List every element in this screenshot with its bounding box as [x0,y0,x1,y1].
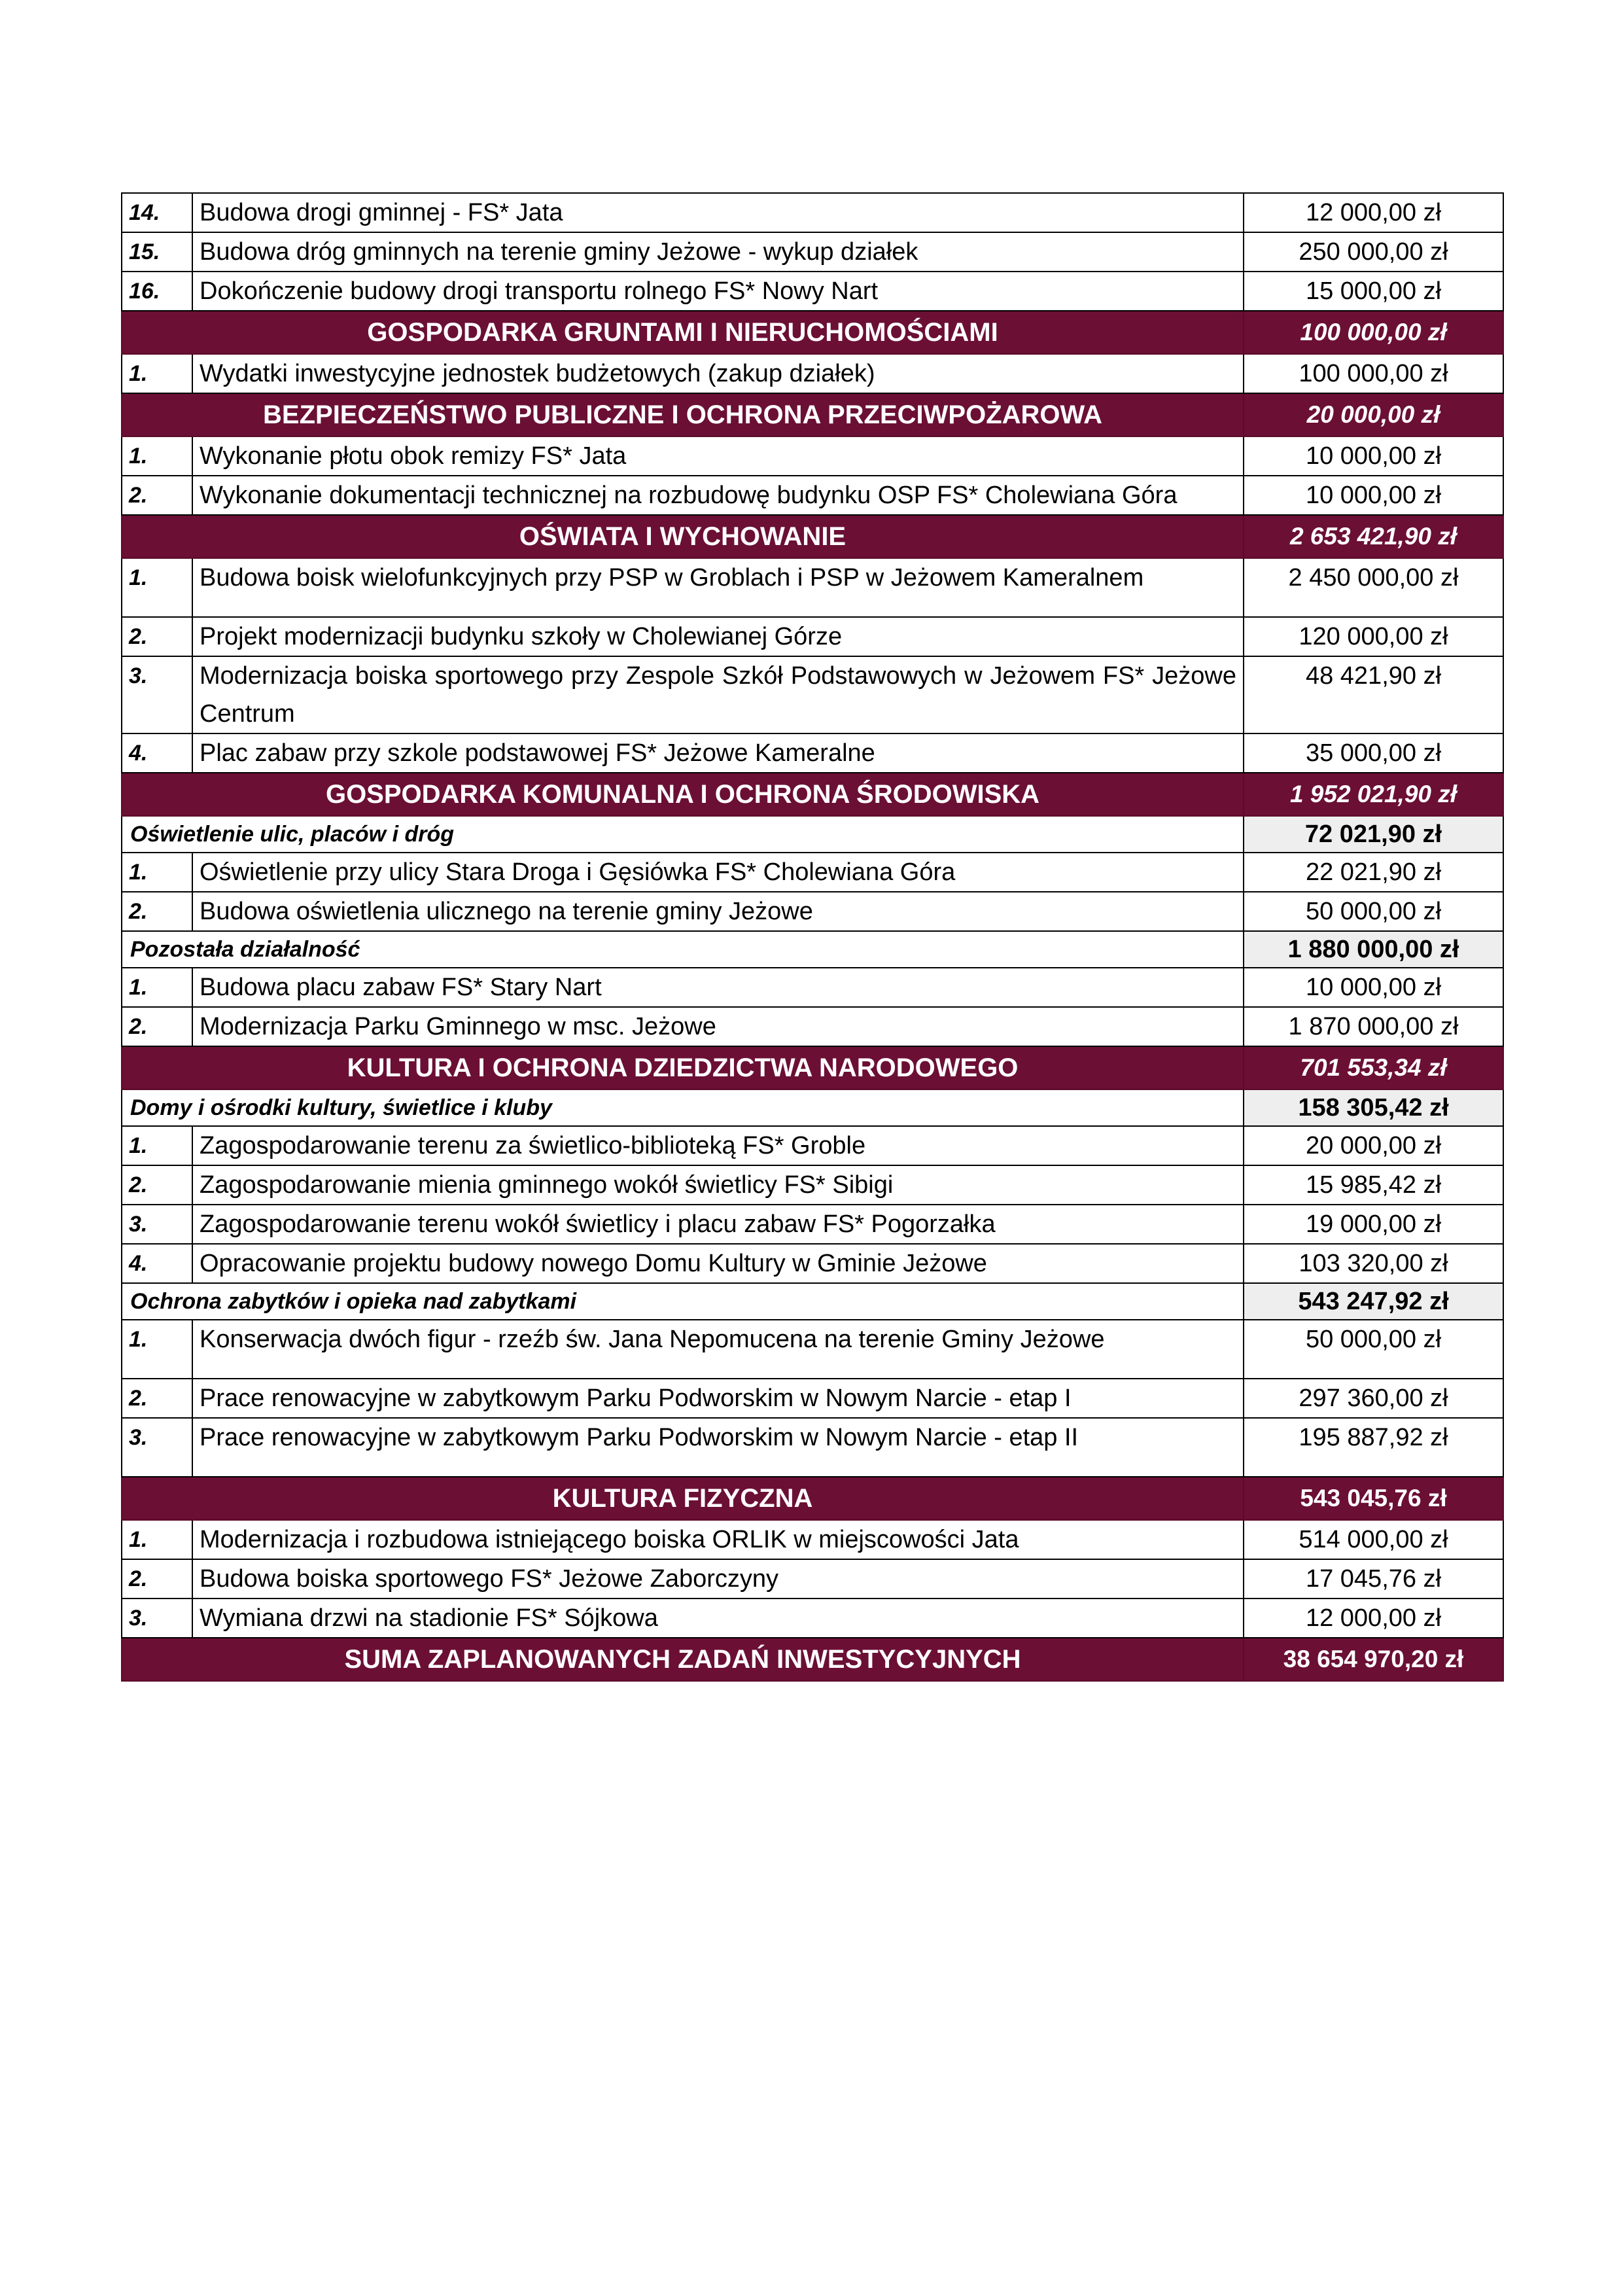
item-amount: 514 000,00 zł [1244,1520,1503,1559]
section-total-amount: 1 952 021,90 zł [1244,773,1503,816]
item-number: 1. [122,436,192,476]
subsection-title: Oświetlenie ulic, placów i dróg [122,816,1244,853]
section-header-row [122,773,1503,816]
item-description: Budowa dróg gminnych na terenie gminy Jeżowe - wykup działek [192,232,1244,272]
item-amount: 100 000,00 zł [1244,354,1503,393]
item-description: Plac zabaw przy szkole podstawowej FS* Jeżowe Kameralne [192,733,1244,773]
item-amount: 250 000,00 zł [1244,232,1503,272]
item-description: Oświetlenie przy ulicy Stara Droga i Gęsiówka FS* Cholewiana Góra [192,853,1244,892]
subsection-total-amount: 72 021,90 zł [1244,816,1503,853]
subsection-row [122,1089,1503,1126]
item-amount: 15 000,00 zł [1244,272,1503,311]
table-row [122,1379,1503,1418]
item-number: 1. [122,354,192,393]
item-number: 1. [122,1320,192,1379]
item-description: Prace renowacyjne w zabytkowym Parku Podworskim w Nowym Narcie - etap I [192,1379,1244,1418]
item-amount: 297 360,00 zł [1244,1379,1503,1418]
item-description: Zagospodarowanie terenu za świetlico-biblioteką FS* Groble [192,1126,1244,1165]
table-row [122,733,1503,773]
section-total-amount: 2 653 421,90 zł [1244,515,1503,558]
table-row [122,1598,1503,1638]
table-row [122,656,1503,733]
item-number: 2. [122,617,192,656]
section-title: KULTURA I OCHRONA DZIEDZICTWA NARODOWEGO [122,1046,1244,1089]
table-row [122,476,1503,515]
item-description: Wykonanie dokumentacji technicznej na rozbudowę budynku OSP FS* Cholewiana Góra [192,476,1244,515]
item-description: Wydatki inwestycyjne jednostek budżetowych (zakup działek) [192,354,1244,393]
section-header-row [122,311,1503,354]
item-description: Wykonanie płotu obok remizy FS* Jata [192,436,1244,476]
item-amount: 17 045,76 zł [1244,1559,1503,1598]
section-header-row [122,515,1503,558]
item-number: 1. [122,1126,192,1165]
table-row [122,232,1503,272]
table-row [122,1320,1503,1379]
subsection-total-amount: 543 247,92 zł [1244,1283,1503,1320]
item-number: 1. [122,968,192,1007]
item-description: Budowa boisk wielofunkcyjnych przy PSP w Groblach i PSP w Jeżowem Kameralnem [192,558,1244,617]
section-title: KULTURA FIZYCZNA [122,1477,1244,1520]
table-row [122,558,1503,617]
subsection-title: Ochrona zabytków i opieka nad zabytkami [122,1283,1244,1320]
table-row [122,1520,1503,1559]
section-total-amount: 20 000,00 zł [1244,393,1503,436]
item-description: Wymiana drzwi na stadionie FS* Sójkowa [192,1598,1244,1638]
section-total-amount: 100 000,00 zł [1244,311,1503,354]
table-row [122,1244,1503,1283]
table-row [122,892,1503,931]
section-header-row [122,1638,1503,1681]
section-total-amount: 543 045,76 zł [1244,1477,1503,1520]
item-amount: 22 021,90 zł [1244,853,1503,892]
item-amount: 35 000,00 zł [1244,733,1503,773]
item-description: Projekt modernizacji budynku szkoły w Cholewianej Górze [192,617,1244,656]
item-number: 2. [122,476,192,515]
item-number: 16. [122,272,192,311]
item-description: Zagospodarowanie terenu wokół świetlicy i placu zabaw FS* Pogorzałka [192,1205,1244,1244]
item-number: 1. [122,558,192,617]
section-title: OŚWIATA I WYCHOWANIE [122,515,1244,558]
section-total-amount: 701 553,34 zł [1244,1046,1503,1089]
table-row [122,1007,1503,1046]
item-number: 2. [122,1165,192,1205]
table-row [122,1205,1503,1244]
subsection-row [122,1283,1503,1320]
subsection-total-amount: 158 305,42 zł [1244,1089,1503,1126]
subsection-title: Pozostała działalność [122,931,1244,968]
item-number: 2. [122,1379,192,1418]
item-number: 3. [122,1598,192,1638]
table-row [122,968,1503,1007]
item-description: Konserwacja dwóch figur - rzeźb św. Jana Nepomucena na terenie Gminy Jeżowe [192,1320,1244,1379]
item-amount: 19 000,00 zł [1244,1205,1503,1244]
subsection-row [122,816,1503,853]
table-row [122,354,1503,393]
table-row [122,617,1503,656]
item-number: 3. [122,1418,192,1477]
item-number: 3. [122,656,192,733]
item-amount: 48 421,90 zł [1244,656,1503,733]
item-description: Prace renowacyjne w zabytkowym Parku Podworskim w Nowym Narcie - etap II [192,1418,1244,1477]
investment-tasks-table [121,192,1504,1682]
section-title: GOSPODARKA KOMUNALNA I OCHRONA ŚRODOWISKA [122,773,1244,816]
section-header-row [122,1477,1503,1520]
item-amount: 1 870 000,00 zł [1244,1007,1503,1046]
table-row [122,1418,1503,1477]
item-amount: 120 000,00 zł [1244,617,1503,656]
table-row [122,193,1503,232]
item-number: 4. [122,733,192,773]
item-description: Modernizacja Parku Gminnego w msc. Jeżowe [192,1007,1244,1046]
table-body [122,193,1503,1681]
subsection-total-amount: 1 880 000,00 zł [1244,931,1503,968]
item-description: Modernizacja i rozbudowa istniejącego boiska ORLIK w miejscowości Jata [192,1520,1244,1559]
table-row [122,1559,1503,1598]
item-description: Modernizacja boiska sportowego przy Zespole Szkół Podstawowych w Jeżowem FS* Jeżowe Centrum [192,656,1244,733]
item-number: 1. [122,853,192,892]
item-amount: 195 887,92 zł [1244,1418,1503,1477]
item-amount: 10 000,00 zł [1244,476,1503,515]
item-amount: 12 000,00 zł [1244,1598,1503,1638]
section-title: BEZPIECZEŃSTWO PUBLICZNE I OCHRONA PRZECIWPOŻAROWA [122,393,1244,436]
item-amount: 20 000,00 zł [1244,1126,1503,1165]
section-header-row [122,393,1503,436]
item-number: 1. [122,1520,192,1559]
item-description: Budowa boiska sportowego FS* Jeżowe Zaborczyny [192,1559,1244,1598]
item-description: Opracowanie projektu budowy nowego Domu Kultury w Gminie Jeżowe [192,1244,1244,1283]
section-title: SUMA ZAPLANOWANYCH ZADAŃ INWESTYCYJNYCH [122,1638,1244,1681]
item-amount: 50 000,00 zł [1244,1320,1503,1379]
table-row [122,853,1503,892]
item-description: Budowa oświetlenia ulicznego na terenie gminy Jeżowe [192,892,1244,931]
table-row [122,1165,1503,1205]
item-number: 15. [122,232,192,272]
table-row [122,272,1503,311]
item-description: Zagospodarowanie mienia gminnego wokół świetlicy FS* Sibigi [192,1165,1244,1205]
item-description: Budowa drogi gminnej - FS* Jata [192,193,1244,232]
subsection-row [122,931,1503,968]
table-row [122,1126,1503,1165]
item-amount: 10 000,00 zł [1244,436,1503,476]
item-amount: 103 320,00 zł [1244,1244,1503,1283]
table-row [122,436,1503,476]
item-amount: 2 450 000,00 zł [1244,558,1503,617]
item-description: Dokończenie budowy drogi transportu rolnego FS* Nowy Nart [192,272,1244,311]
item-number: 2. [122,1007,192,1046]
item-amount: 50 000,00 zł [1244,892,1503,931]
item-amount: 10 000,00 zł [1244,968,1503,1007]
item-number: 2. [122,892,192,931]
item-amount: 12 000,00 zł [1244,193,1503,232]
item-description: Budowa placu zabaw FS* Stary Nart [192,968,1244,1007]
section-total-amount: 38 654 970,20 zł [1244,1638,1503,1681]
section-title: GOSPODARKA GRUNTAMI I NIERUCHOMOŚCIAMI [122,311,1244,354]
item-number: 2. [122,1559,192,1598]
subsection-title: Domy i ośrodki kultury, świetlice i kluby [122,1089,1244,1126]
item-amount: 15 985,42 zł [1244,1165,1503,1205]
item-number: 4. [122,1244,192,1283]
item-number: 3. [122,1205,192,1244]
item-number: 14. [122,193,192,232]
section-header-row [122,1046,1503,1089]
